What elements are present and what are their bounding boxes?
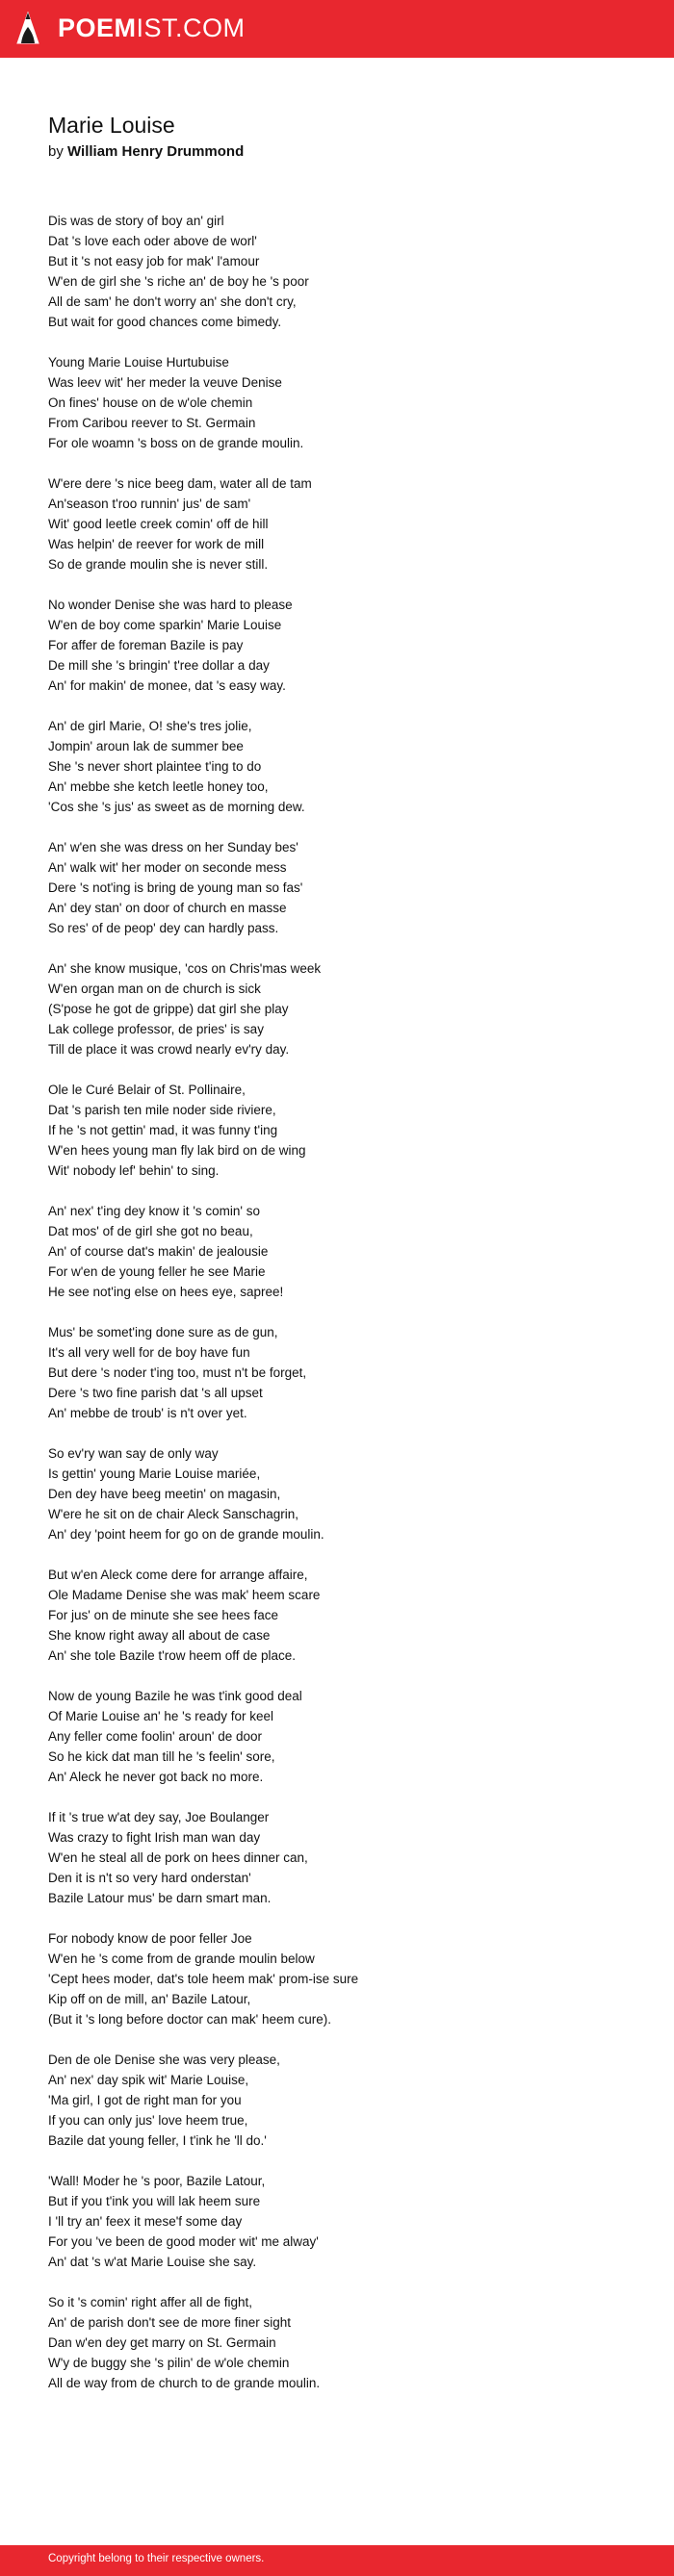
logo-text-bold: POEM (58, 13, 137, 42)
poem-line: I 'll try an' feex it mese'f some day (48, 2214, 243, 2229)
poem-stanza (48, 473, 376, 574)
poem-line: So he kick dat man till he 's feelin' sore, (48, 1749, 275, 1764)
poem-line: (S'pose he got de grippe) dat girl she play (48, 1002, 289, 1016)
poem-line: Den de ole Denise she was very please, (48, 2053, 280, 2067)
poem-line: Dat mos' of de girl she got no beau, (48, 1224, 253, 1238)
poem-line: An' nex' t'ing dey know it 's comin' so (48, 1204, 260, 1218)
poem-stanza (48, 716, 376, 817)
poem-line: Dat 's love each oder above de worl' (48, 234, 257, 248)
poem-stanza (48, 595, 376, 696)
poem-line: Was crazy to fight Irish man wan day (48, 1830, 261, 1845)
poem-line: Dere 's two fine parish dat 's all upset (48, 1386, 263, 1400)
poem-line: 'Cept hees moder, dat's tole heem mak' prom-ise sure (48, 1972, 359, 1986)
copyright-text: Copyright belong to their respective owners. (48, 2553, 265, 2564)
poem-author[interactable]: William Henry Drummond (67, 143, 245, 160)
site-footer (0, 2545, 674, 2576)
poem-line: Mus' be somet'ing done sure as de gun, (48, 1325, 278, 1339)
poem-line: For jus' on de minute she see hees face (48, 1608, 278, 1622)
poem-line: For affer de foreman Bazile is pay (48, 638, 244, 652)
poem-line: But it 's not easy job for mak' l'amour (48, 254, 260, 268)
poem-stanza (48, 1686, 376, 1787)
site-logo[interactable] (58, 13, 246, 43)
poem-line: W'en he steal all de pork on hees dinner can, (48, 1850, 308, 1865)
poem-line: An' mebbe de troub' is n't over yet. (48, 1406, 247, 1420)
poem-line: So res' of de peop' dey can hardly pass. (48, 921, 279, 935)
poem-line: Was leev wit' her meder la veuve Denise (48, 375, 282, 390)
poem-line: Bazile dat young feller, I t'ink he 'll do.' (48, 2133, 267, 2148)
poem-line: W'en hees young man fly lak bird on de wing (48, 1143, 306, 1158)
poem-stanza (48, 1807, 376, 1908)
poem-line: An' dey 'point heem for go on de grande moulin. (48, 1527, 324, 1542)
poem-line: De mill she 's bringin' t'ree dollar a day (48, 658, 270, 673)
poem-line: Den it is n't so very hard onderstan' (48, 1871, 251, 1885)
poem-stanza (48, 352, 376, 453)
poem-line: W'y de buggy she 's pilin' de w'ole chemin (48, 2356, 290, 2370)
poem-line: It's all very well for de boy have fun (48, 1345, 250, 1360)
poem-line: So ev'ry wan say de only way (48, 1446, 219, 1461)
poem-line: Wit' good leetle creek comin' off de hill (48, 517, 269, 531)
poem-line: 'Cos she 's jus' as sweet as de morning dew. (48, 800, 305, 814)
poem-line: If he 's not gettin' mad, it was funny t'ing (48, 1123, 278, 1137)
poem-line: An'season t'roo runnin' jus' de sam' (48, 497, 251, 511)
poem-line: Kip off on de mill, an' Bazile Latour, (48, 1992, 251, 2006)
poem-line: An' she know musique, 'cos on Chris'mas week (48, 961, 322, 976)
poem-line: For nobody know de poor feller Joe (48, 1931, 252, 1946)
poem-line: For you 've been de good moder wit' me alway' (48, 2234, 319, 2249)
poem-line: 'Ma girl, I got de right man for you (48, 2093, 242, 2107)
poem-stanza (48, 2050, 376, 2151)
poem-line: Of Marie Louise an' he 's ready for keel (48, 1709, 274, 1723)
poem-stanza (48, 2171, 376, 2272)
poem-stanza (48, 1928, 376, 2029)
poem-line: An' de parish don't see de more finer sight (48, 2315, 292, 2330)
poem-line: Den dey have beeg meetin' on magasin, (48, 1487, 281, 1501)
poem-line: Now de young Bazile he was t'ink good deal (48, 1689, 302, 1703)
poem-stanza (48, 1565, 376, 1666)
logo-text-light: IST.COM (136, 13, 246, 42)
poem-line: So de grande moulin she is never still. (48, 557, 269, 572)
poem-line: But wait for good chances come bimedy. (48, 315, 282, 329)
poem-line: Ole le Curé Belair of St. Pollinaire, (48, 1083, 246, 1097)
poem-byline (48, 143, 244, 160)
site-header (0, 0, 674, 58)
poem-line: An' nex' day spik wit' Marie Louise, (48, 2073, 249, 2087)
poem-line: On fines' house on de w'ole chemin (48, 395, 253, 410)
poem-stanza (48, 1080, 376, 1181)
poem-line: W'ere he sit on de chair Aleck Sanschagrin, (48, 1507, 298, 1521)
poem-line: All de way from de church to de grande moulin. (48, 2376, 321, 2390)
poem-line: For ole woamn 's boss on de grande moulin. (48, 436, 304, 450)
poem-line: Till de place it was crowd nearly ev'ry day. (48, 1042, 290, 1057)
poem-line: An' Aleck he never got back no more. (48, 1770, 264, 1784)
poem-line: For w'en de young feller he see Marie (48, 1264, 266, 1279)
poem-line: She know right away all about de case (48, 1628, 271, 1643)
poem-line: Young Marie Louise Hurtubuise (48, 355, 229, 370)
poem-line: Lak college professor, de pries' is say (48, 1022, 264, 1036)
poem-line: But w'en Aleck come dere for arrange affaire, (48, 1568, 308, 1582)
poem-line: (But it 's long before doctor can mak' heem cure). (48, 2012, 332, 2027)
poem-line: Any feller come foolin' aroun' de door (48, 1729, 263, 1744)
poem-line: 'Wall! Moder he 's poor, Bazile Latour, (48, 2174, 266, 2188)
poem-line: Is gettin' young Marie Louise mariée, (48, 1467, 261, 1481)
poem-body (48, 211, 376, 2413)
poem-stanza (48, 211, 376, 332)
poem-line: If you can only jus' love heem true, (48, 2113, 248, 2128)
poem-line: W'en organ man on de church is sick (48, 982, 261, 996)
poem-line: Dat 's parish ten mile noder side riviere, (48, 1103, 276, 1117)
poem-line: Jompin' aroun lak de summer bee (48, 739, 244, 753)
poem-title: Marie Louise (48, 113, 175, 138)
poem-line: An' walk wit' her moder on seconde mess (48, 860, 287, 875)
poem-stanza (48, 1322, 376, 1423)
poem-line: W'en de boy come sparkin' Marie Louise (48, 618, 282, 632)
poem-line: But if you t'ink you will lak heem sure (48, 2194, 261, 2208)
poem-line: An' for makin' de monee, dat 's easy way. (48, 678, 286, 693)
poem-line: An' dey stan' on door of church en masse (48, 901, 287, 915)
poem-line: W'en de girl she 's riche an' de boy he 's poor (48, 274, 309, 289)
poem-line: Ole Madame Denise she was mak' heem scare (48, 1588, 321, 1602)
poem-line: An' dat 's w'at Marie Louise she say. (48, 2255, 257, 2269)
poem-line: Dis was de story of boy an' girl (48, 214, 224, 228)
poem-line: Bazile Latour mus' be darn smart man. (48, 1891, 272, 1905)
poem-line: Dere 's not'ing is bring de young man so fas' (48, 880, 303, 895)
poem-line: An' de girl Marie, O! she's tres jolie, (48, 719, 252, 733)
poem-line: W'ere dere 's nice beeg dam, water all de tam (48, 476, 312, 491)
poem-line: W'en he 's come from de grande moulin below (48, 1951, 315, 1966)
byline-prefix: by (48, 143, 64, 160)
poem-line: An' w'en she was dress on her Sunday bes' (48, 840, 298, 854)
poem-line: No wonder Denise she was hard to please (48, 598, 293, 612)
poem-stanza (48, 837, 376, 938)
poem-line: But dere 's noder t'ing too, must n't be forget, (48, 1365, 307, 1380)
poem-line: All de sam' he don't worry an' she don't cry, (48, 294, 297, 309)
poem-stanza (48, 2292, 376, 2393)
poem-line: Was helpin' de reever for work de mill (48, 537, 265, 551)
poem-line: So it 's comin' right affer all de fight, (48, 2295, 253, 2309)
poem-line: Wit' nobody lef' behin' to sing. (48, 1163, 220, 1178)
poem-stanza (48, 1201, 376, 1302)
poem-line: An' she tole Bazile t'row heem off de place. (48, 1648, 297, 1663)
poem-line: An' mebbe she ketch leetle honey too, (48, 779, 269, 794)
poem-line: She 's never short plaintee t'ing to do (48, 759, 262, 774)
pencil-tip-icon[interactable] (15, 12, 40, 46)
poem-line: He see not'ing else on hees eye, sapree! (48, 1285, 284, 1299)
poem-line: An' of course dat's makin' de jealousie (48, 1244, 269, 1259)
poem-stanza (48, 958, 376, 1059)
poem-stanza (48, 1443, 376, 1544)
poem-line: If it 's true w'at dey say, Joe Boulanger (48, 1810, 270, 1824)
poem-line: From Caribou reever to St. Germain (48, 416, 256, 430)
poem-line: Dan w'en dey get marry on St. Germain (48, 2335, 276, 2350)
